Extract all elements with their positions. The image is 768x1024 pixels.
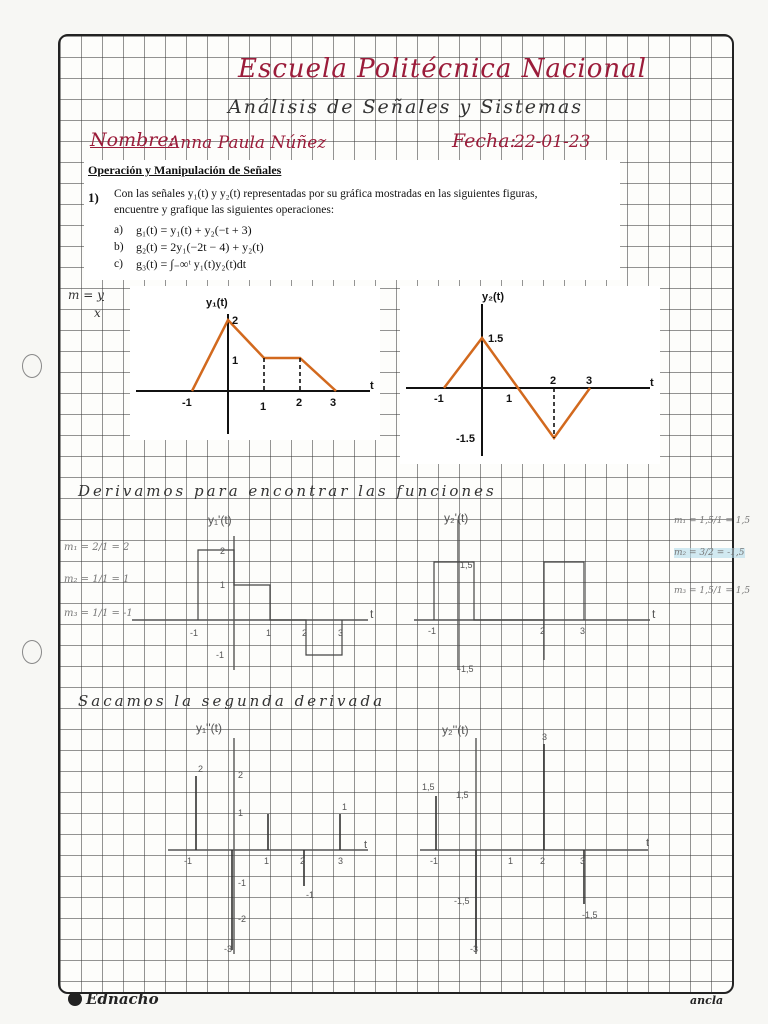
- course-title: Análisis de Señales y Sistemas: [228, 96, 584, 118]
- y1-tick-y: 1: [232, 355, 239, 367]
- impulse-label: -1,5: [582, 910, 598, 920]
- ddy1-tick-y: 1: [238, 808, 244, 818]
- dy2-axis-label: t: [652, 607, 656, 621]
- dy1-slope: m₂ = 1/1 = 1: [64, 574, 130, 585]
- y1-tick: -1: [182, 397, 192, 409]
- ddy2-tick: 2: [540, 856, 546, 866]
- slope-den: x: [94, 306, 101, 320]
- item-formula: g₃(t) = ∫₋∞ᵗ y₁(t)y₂(t)dt: [136, 257, 247, 271]
- slope-num: y: [97, 288, 104, 302]
- y1-tick: 1: [260, 401, 267, 413]
- problem-statement: Con las señales y₁(t) y y₂(t) representadas por su gráfica mostradas en las siguientes figuras,: [114, 188, 538, 200]
- y2-tick: 1: [506, 393, 513, 405]
- dy2-slope: m₂ = 3/2 = -1,5: [674, 548, 745, 558]
- dy1-axis-label: t: [370, 607, 374, 621]
- item-label: a): [114, 224, 123, 236]
- footer-logo: [68, 990, 159, 1008]
- y2-title: y₂(t): [482, 291, 504, 303]
- ddy2-tick-y: -1,5: [454, 896, 470, 906]
- y2-tick: 3: [586, 375, 593, 387]
- ddy2-axis-label: t: [646, 837, 650, 849]
- item-formula: g₂(t) = 2y₁(−2t − 4) + y₂(t): [136, 240, 264, 254]
- figure-y2: [400, 286, 660, 464]
- dy2-tick: 2: [540, 626, 546, 636]
- dy2-tick-y: 1,5: [460, 560, 473, 570]
- y2-tick: -1: [434, 393, 444, 405]
- y1-axis-label: t: [370, 380, 374, 392]
- impulse-label: -3: [470, 944, 479, 954]
- footer-brand: Ednacho: [86, 990, 159, 1008]
- ddy2-tick: 1: [508, 856, 514, 866]
- dy1-tick-y: 1: [220, 580, 226, 590]
- ddy1-tick-y: 2: [238, 770, 244, 780]
- ddy1-tick: -1: [184, 856, 193, 866]
- footer-stamp: ancla: [690, 994, 724, 1007]
- date-label: Fecha:: [452, 130, 516, 152]
- item-label: c): [114, 258, 123, 270]
- figure-y1: [130, 286, 380, 440]
- y1-title: y₁(t): [206, 297, 228, 309]
- dy2-title: y₂'(t): [444, 511, 469, 525]
- dy1-tick: -1: [190, 628, 199, 638]
- impulse-label: -3: [224, 944, 233, 954]
- dy1-slope: m₃ = 1/1 = -1: [64, 608, 133, 619]
- ddy2-title: y₂''(t): [442, 723, 469, 737]
- ddy1-tick: 2: [300, 856, 306, 866]
- ddy2-sketch: [420, 718, 670, 958]
- dy2-signal: [434, 562, 584, 660]
- y2-axis-label: t: [650, 377, 654, 389]
- dy1-sketch: [132, 510, 392, 680]
- step1-heading: Derivamos para encontrar las funciones: [78, 482, 497, 500]
- impulse-label: -1: [306, 890, 315, 900]
- name-value: Anna Paula Núñez: [168, 133, 327, 153]
- dy2-slope: m₃ = 1,5/1 = 1,5: [674, 586, 751, 596]
- footer-logo-icon: [68, 992, 82, 1006]
- dy2-slope: m₁ = 1,5/1 = 1,5: [674, 516, 751, 526]
- slope-note: [68, 288, 104, 302]
- slope-m: m =: [68, 288, 94, 302]
- impulse-label: 3: [542, 732, 548, 742]
- name-label: Nombre:: [90, 129, 175, 151]
- dy2-sketch: [414, 510, 664, 680]
- ddy2-tick-y: 1,5: [456, 790, 469, 800]
- y2-tick-y: 1.5: [488, 333, 504, 345]
- ddy2-tick: -1: [430, 856, 439, 866]
- ddy1-tick: 1: [264, 856, 270, 866]
- section-title: Operación y Manipulación de Señales: [88, 163, 282, 177]
- ddy2-tick: 3: [580, 856, 586, 866]
- impulse-label: 2: [198, 764, 204, 774]
- dy1-title: y₁'(t): [208, 513, 232, 527]
- dy1-signal: [198, 550, 342, 655]
- notebook-page: [58, 34, 751, 994]
- step2-heading: Sacamos la segunda derivada: [78, 692, 386, 710]
- impulse-label: 1: [342, 802, 348, 812]
- problem-statement: encuentre y grafique las siguientes operaciones:: [114, 204, 335, 216]
- problem-number: 1): [88, 190, 99, 205]
- ddy1-tick-y: -2: [238, 914, 247, 924]
- y1-tick-y: 2: [232, 315, 239, 327]
- binder-hole: [22, 354, 42, 378]
- y2-tick: 2: [550, 375, 557, 387]
- item-label: b): [114, 241, 124, 253]
- ddy1-sketch: [168, 718, 428, 958]
- dy2-tick-y: -1,5: [458, 664, 474, 674]
- ddy1-axis-label: t: [364, 839, 368, 851]
- dy1-slope: m₁ = 2/1 = 2: [64, 542, 130, 553]
- y1-tick: 3: [330, 397, 337, 409]
- dy1-tick: 2: [302, 628, 308, 638]
- date-value: 22-01-23: [514, 132, 591, 152]
- ddy1-title: y₁''(t): [196, 721, 222, 735]
- dy1-tick-y: 2: [220, 546, 226, 556]
- dy2-tick: 3: [580, 626, 586, 636]
- impulse-label: 1,5: [422, 782, 435, 792]
- y2-tick-y: -1.5: [456, 433, 475, 445]
- dy1-tick: 1: [266, 628, 272, 638]
- item-formula: g₁(t) = y₁(t) + y₂(−t + 3): [136, 223, 252, 237]
- dy1-tick: 3: [338, 628, 344, 638]
- dy1-tick-y: -1: [216, 650, 225, 660]
- binder-hole: [22, 640, 42, 664]
- ddy1-tick-y: -1: [238, 878, 247, 888]
- y1-tick: 2: [296, 397, 303, 409]
- ddy1-tick: 3: [338, 856, 344, 866]
- school-title: Escuela Politécnica Nacional: [238, 54, 647, 84]
- dy2-tick: -1: [428, 626, 437, 636]
